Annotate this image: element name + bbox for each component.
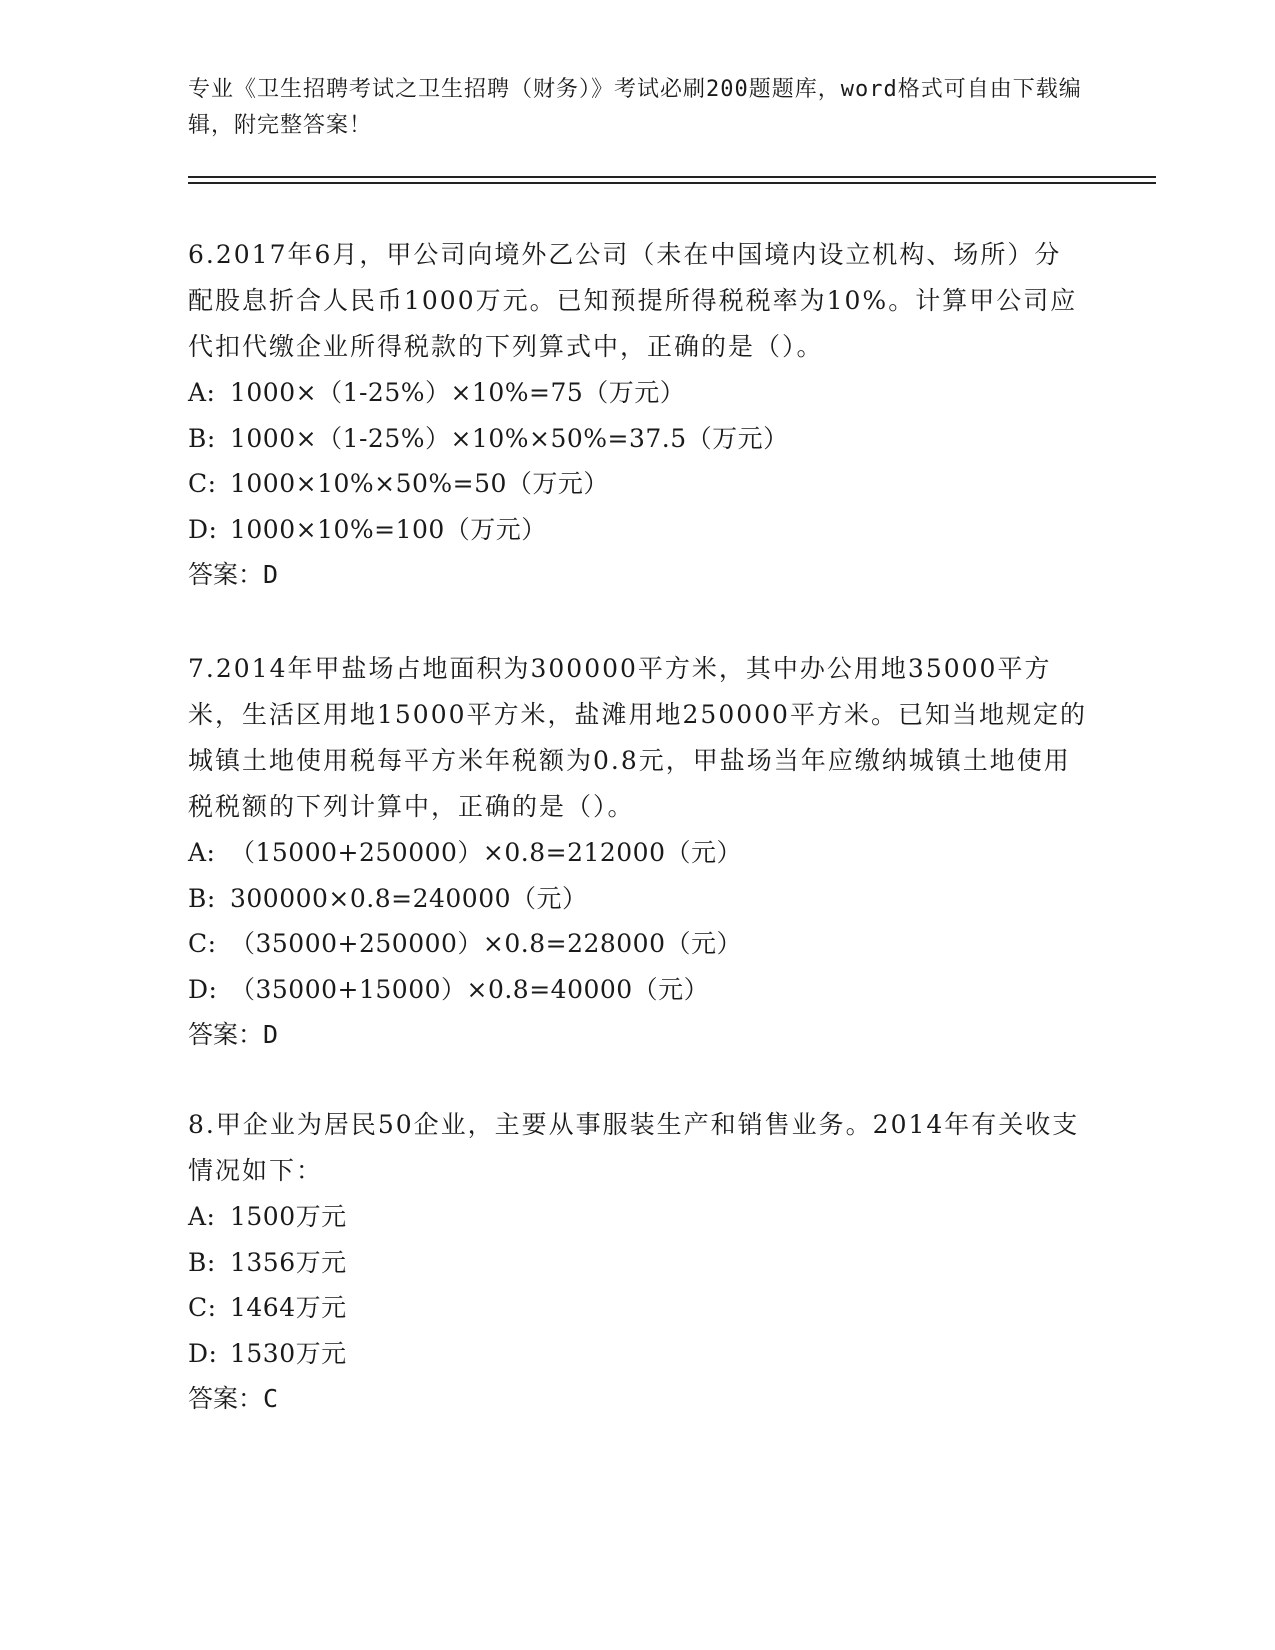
answer-line: 答案：C — [188, 1384, 279, 1413]
question-stem: 6.2017年6月，甲公司向境外乙公司（未在中国境内设立机构、场所）分配股息折合人民币1000万元。已知预提所得税税率为10%。计算甲公司应代扣代缴企业所得税款的下列算式中，正确的是（）。 — [188, 240, 1078, 361]
option-key: D: — [188, 1338, 218, 1368]
option-key: C: — [188, 1293, 217, 1322]
question-stem: 8.甲企业为居民50企业，主要从事服装生产和销售业务。2014年有关收支情况如下： — [188, 1110, 1080, 1185]
option-text: 1000×10%×50%=50（万元） — [230, 469, 609, 498]
option-text: 1000×（1-25%）×10%×50%=37.5（万元） — [230, 423, 789, 453]
option-text: 1464万元 — [230, 1293, 347, 1322]
option-text: 1530万元 — [230, 1338, 347, 1368]
option-c — [188, 461, 1088, 507]
option-key: A: — [188, 1202, 216, 1231]
option-key: D: — [188, 514, 218, 544]
option-key: B: — [188, 423, 216, 453]
option-d — [188, 967, 1088, 1013]
header-divider-bottom — [188, 182, 1156, 184]
option-text: 1356万元 — [230, 1247, 347, 1277]
question-8 — [188, 1102, 1088, 1422]
option-text: （35000+15000）×0.8=40000（元） — [230, 974, 710, 1004]
option-key: C: — [188, 469, 217, 498]
option-text: 1000×10%=100（万元） — [230, 514, 547, 544]
option-text: （35000+250000）×0.8=228000（元） — [230, 929, 742, 958]
option-b — [188, 1240, 1088, 1286]
option-key: C: — [188, 929, 217, 958]
option-key: B: — [188, 883, 216, 913]
header-divider-top — [188, 176, 1156, 178]
document-header: 专业《卫生招聘考试之卫生招聘（财务）》考试必刷200题题库，word格式可自由下载编辑，附完整答案！ — [188, 77, 1082, 138]
option-b — [188, 876, 1088, 922]
option-key: A: — [188, 378, 216, 407]
answer-line: 答案：D — [188, 1020, 279, 1049]
option-text: （15000+250000）×0.8=212000（元） — [230, 838, 742, 867]
option-c — [188, 921, 1088, 967]
question-stem: 7.2014年甲盐场占地面积为300000平方米，其中办公用地35000平方米，生活区用地15000平方米，盐滩用地250000平方米。已知当地规定的城镇土地使用税每平方米年税额为0.8元，甲盐场当年应缴纳城镇土地使用税税额的下列计算中，正确的是（）。 — [188, 654, 1087, 821]
option-a — [188, 370, 1088, 416]
option-b — [188, 416, 1088, 462]
option-c — [188, 1285, 1088, 1331]
option-text: 300000×0.8=240000（元） — [230, 883, 588, 913]
option-key: B: — [188, 1247, 216, 1277]
option-key: D: — [188, 974, 218, 1004]
option-text: 1000×（1-25%）×10%=75（万元） — [230, 378, 686, 407]
option-a — [188, 830, 1088, 876]
option-a — [188, 1194, 1088, 1240]
option-text: 1500万元 — [230, 1202, 347, 1231]
answer-line: 答案：D — [188, 560, 279, 589]
question-7 — [188, 646, 1088, 1058]
option-key: A: — [188, 838, 216, 867]
option-d — [188, 1331, 1088, 1377]
question-6 — [188, 232, 1088, 598]
option-d — [188, 507, 1088, 553]
